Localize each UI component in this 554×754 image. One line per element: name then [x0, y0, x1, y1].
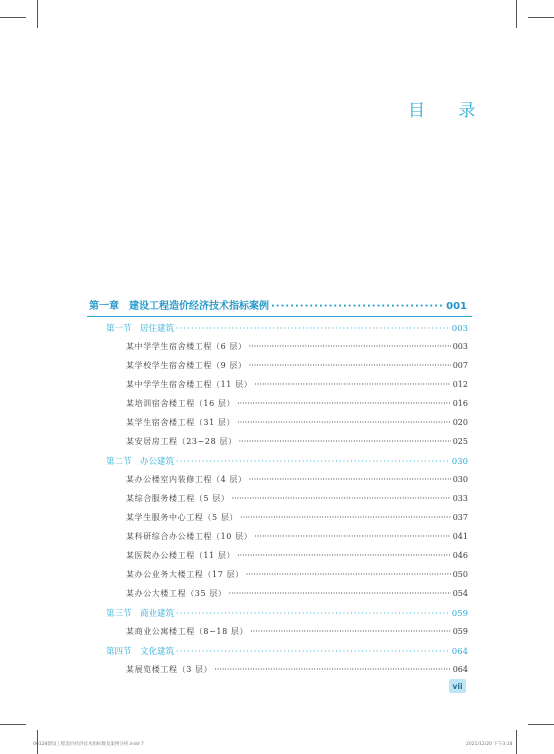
- item-page: 059: [452, 627, 468, 636]
- item-label: 某办公楼室内装修工程（4 层）: [126, 475, 247, 484]
- toc-section[interactable]: [106, 645, 468, 657]
- leader-dots: [239, 437, 451, 446]
- section-label: 第一节 居住建筑: [106, 324, 175, 334]
- leader-dots: [237, 551, 451, 560]
- leader-dots: [254, 380, 450, 389]
- leader-dots: [249, 342, 451, 351]
- footer-date: 2021/12/20 下午3:18: [466, 742, 513, 747]
- page-title: 目 录: [408, 101, 490, 121]
- item-label: 某展览楼工程（3 层）: [126, 665, 213, 674]
- item-page: 033: [452, 494, 468, 503]
- toc-item[interactable]: [126, 417, 468, 428]
- leader-dots: [237, 418, 451, 427]
- toc-item[interactable]: [126, 588, 468, 599]
- item-page: 007: [452, 361, 468, 370]
- item-label: 某学校学生宿舍楼工程（9 层）: [126, 361, 247, 370]
- toc-item[interactable]: [126, 569, 468, 580]
- item-label: 某安居房工程（23~28 层）: [126, 437, 237, 446]
- item-page: 064: [452, 665, 468, 674]
- item-label: 某中学学生宿舍楼工程（11 层）: [126, 380, 253, 389]
- page-number: vii: [449, 679, 466, 693]
- leader-dots: [237, 399, 451, 408]
- section-page: 003: [451, 324, 468, 334]
- item-label: 某商业公寓楼工程（8~18 层）: [126, 627, 249, 636]
- leader-dots: [254, 532, 450, 541]
- toc-item[interactable]: [126, 474, 468, 485]
- item-page: 030: [452, 475, 468, 484]
- toc-item[interactable]: [126, 341, 468, 352]
- leader-dots: [214, 665, 450, 674]
- section-page: 059: [451, 609, 468, 619]
- toc-item[interactable]: [126, 531, 468, 542]
- section-label: 第三节 商业建筑: [106, 609, 175, 619]
- chapter-page: 001: [446, 301, 467, 312]
- item-label: 某医院办公楼工程（11 层）: [126, 551, 236, 560]
- item-page: 016: [452, 399, 468, 408]
- footer-file: 06128建设工程造价经济技术指标数及案例分析.indd 7: [33, 742, 144, 747]
- leader-dots: [229, 589, 451, 598]
- item-page: 025: [452, 437, 468, 446]
- leader-dots: [249, 361, 451, 370]
- item-page: 012: [452, 380, 468, 389]
- item-label: 某办公大楼工程（35 层）: [126, 589, 227, 598]
- toc-item[interactable]: [126, 360, 468, 371]
- toc-section[interactable]: [106, 322, 468, 334]
- leader-dots: [176, 457, 450, 467]
- section-label: 第二节 办公建筑: [106, 457, 175, 467]
- section-page: 064: [451, 647, 468, 657]
- item-label: 某培训宿舍楼工程（16 层）: [126, 399, 236, 408]
- chapter-label: 第一章 建设工程造价经济技术指标案例: [89, 301, 269, 312]
- section-label: 第四节 文化建筑: [106, 647, 175, 657]
- leader-dots: [250, 627, 451, 636]
- item-page: 054: [452, 589, 468, 598]
- leader-dots: [249, 475, 451, 484]
- item-label: 某学生宿舍楼工程（31 层）: [126, 418, 236, 427]
- item-label: 某科研综合办公楼工程（10 层）: [126, 532, 253, 541]
- item-page: 041: [452, 532, 468, 541]
- toc-section[interactable]: [106, 455, 468, 467]
- item-page: 020: [452, 418, 468, 427]
- toc-item[interactable]: [126, 379, 468, 390]
- item-label: 某综合服务楼工程（5 层）: [126, 494, 230, 503]
- toc-item[interactable]: [126, 398, 468, 409]
- toc-item[interactable]: [126, 550, 468, 561]
- toc-item[interactable]: [126, 626, 468, 637]
- item-label: 某中学学生宿舍楼工程（6 层）: [126, 342, 247, 351]
- leader-dots: [176, 324, 450, 334]
- leader-dots: [246, 570, 451, 579]
- leader-dots: [176, 609, 450, 619]
- toc-item[interactable]: [126, 493, 468, 504]
- item-page: 003: [452, 342, 468, 351]
- item-label: 某办公业务大楼工程（17 层）: [126, 570, 244, 579]
- leader-dots: [176, 647, 450, 657]
- leader-dots: [240, 513, 451, 522]
- item-page: 037: [452, 513, 468, 522]
- item-page: 046: [452, 551, 468, 560]
- toc-item[interactable]: [126, 512, 468, 523]
- item-page: 050: [452, 570, 468, 579]
- section-page: 030: [451, 457, 468, 467]
- leader-dots: [231, 494, 450, 503]
- toc-section[interactable]: [106, 607, 468, 619]
- toc-item[interactable]: [126, 436, 468, 447]
- toc-item[interactable]: [126, 664, 468, 675]
- item-label: 某学生服务中心工程（5 层）: [126, 513, 239, 522]
